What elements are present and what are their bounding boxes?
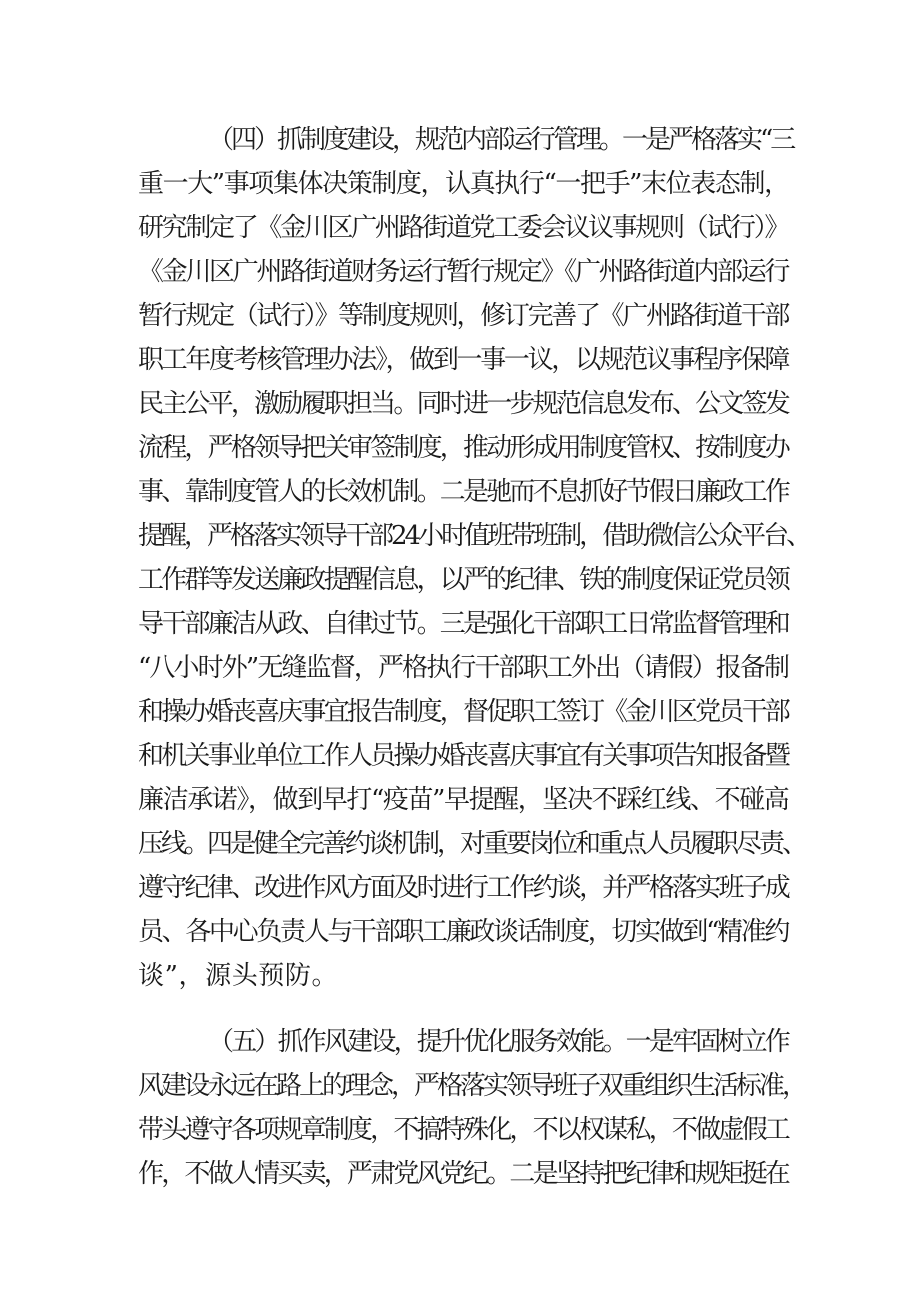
paragraph-line: 作，不做人情买卖，严肃党风党纪。二是坚持把纪律和规矩挺在 xyxy=(138,1159,788,1189)
paragraph-line: 廉洁承诺》，做到早打“疫苗”早提醒，坚决不踩红线、不碰高 xyxy=(138,785,789,815)
paragraph-line: 民主公平，激励履职担当。同时进一步规范信息发布、公文签发 xyxy=(138,389,788,419)
paragraph-line: 流程，严格领导把关审签制度，推动形成用制度管权、按制度办 xyxy=(138,433,788,463)
paragraph-line: 《金川区广州路街道财务运行暂行规定》《广州路街道内部运行 xyxy=(138,257,788,287)
paragraph-line: 谈”，源头预防。 xyxy=(138,961,339,991)
paragraph-line: 暂行规定（试行）》等制度规则，修订完善了《广州路街道干部 xyxy=(138,301,788,331)
paragraph-line: 导干部廉洁从政、自律过节。三是强化干部职工日常监督管理和 xyxy=(138,609,788,639)
paragraph-line: 遵守纪律、改进作风方面及时进行工作约谈，并严格落实班子成 xyxy=(138,873,788,903)
paragraph-line: 带头遵守各项规章制度，不搞特殊化，不以权谋私，不做虚假工 xyxy=(138,1115,788,1145)
paragraph-line: （五）抓作风建设，提升优化服务效能。一是牢固树立作 xyxy=(208,1027,789,1057)
paragraph-line: 职工年度考核管理办法》，做到一事一议，以规范议事程序保障 xyxy=(138,345,788,375)
paragraph-line: 和操办婚丧喜庆事宜报告制度，督促职工签订《金川区党员干部 xyxy=(138,697,788,727)
paragraph-line: 研究制定了《金川区广州路街道党工委会议议事规则（试行）》 xyxy=(138,213,788,243)
paragraph-line: 工作群等发送廉政提醒信息，以严的纪律、铁的制度保证党员领 xyxy=(138,565,788,595)
paragraph-line: 风建设永远在路上的理念，严格落实领导班子双重组织生活标准， xyxy=(138,1071,806,1101)
paragraph-line: 重一大”事项集体决策制度，认真执行“一把手”末位表态制， xyxy=(138,169,789,199)
paragraph-line: 提醒，严格落实领导干部24小时值班带班制，借助微信公众平台、 xyxy=(138,521,810,551)
paragraph-line: （四）抓制度建设，规范内部运行管理。一是严格落实“三 xyxy=(208,125,794,155)
paragraph-line: 员、各中心负责人与干部职工廉政谈话制度，切实做到“精准约 xyxy=(138,917,788,947)
paragraph-line: 事、靠制度管人的长效机制。二是驰而不息抓好节假日廉政工作 xyxy=(138,477,788,507)
paragraph-line: “八小时外”无缝监督，严格执行干部职工外出（请假）报备制 xyxy=(138,653,788,683)
paragraph-line: 压线。四是健全完善约谈机制，对重要岗位和重点人员履职尽责、 xyxy=(138,829,806,859)
paragraph-line: 和机关事业单位工作人员操办婚丧喜庆事宜有关事项告知报备暨 xyxy=(138,741,788,771)
